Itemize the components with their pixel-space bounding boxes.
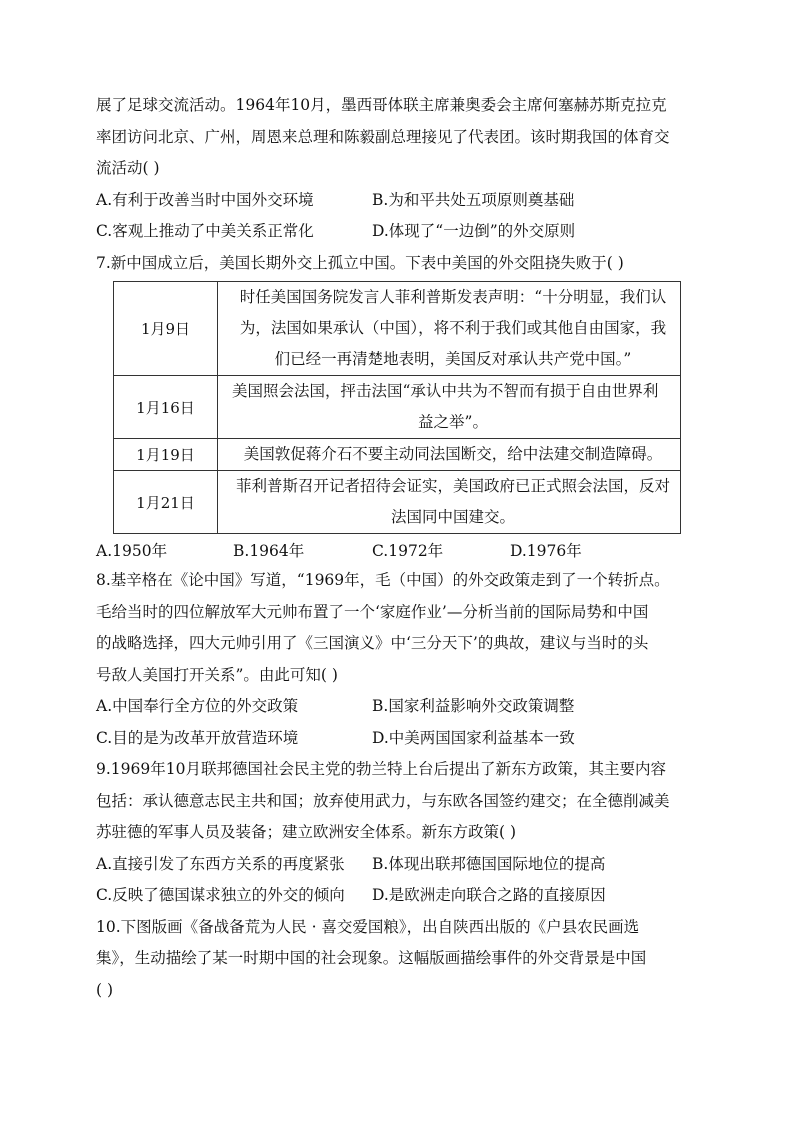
option-b[interactable]: B.为和平共处五项原则奠基础 (372, 190, 575, 209)
question-text-line: 展了足球交流活动。1964年10月，墨西哥体联主席兼奥委会主席何塞赫苏斯克拉克 (96, 96, 667, 114)
option-d[interactable]: D.1976年 (510, 542, 582, 560)
question-text-line: 率团访问北京、广州，周恩来总理和陈毅副总理接见了代表团。该时期我国的体育交 (96, 127, 670, 146)
table-date-cell: 1月9日 (114, 282, 218, 376)
option-a[interactable]: A.中国奉行全方位的外交政策 (96, 697, 299, 715)
options-row (96, 880, 700, 912)
table-desc-line: 法国同中国建交。 (390, 508, 515, 526)
table-desc-cell (218, 439, 681, 471)
question-text-line: 的战略选择，四大元帅引用了《三国演义》中‘三分天下’的典故，建议与当时的头 (96, 634, 649, 652)
table-desc-cell (218, 376, 681, 439)
question-text-line: 10.下图版画《备战备荒为人民 · 喜交爱国粮》，出自陕西出版的《户县农民画选 (96, 917, 640, 936)
table-row (114, 439, 681, 471)
options-row (96, 849, 700, 881)
question-text-line: 9.1969年10月联邦德国社会民主党的勃兰特上台后提出了新东方政策，其主要内容 (96, 760, 666, 778)
question-text-line: ( ) (96, 980, 114, 999)
question-10 (96, 912, 700, 1007)
option-b[interactable]: B.国家利益影响外交政策调整 (372, 697, 575, 715)
option-a[interactable]: A.1950年 (96, 542, 168, 560)
options-row (96, 216, 700, 248)
table-desc-line: 时任美国国务院发言人菲利普斯发表声明：“十分明显，我们认 (239, 288, 667, 306)
table-desc-line: 美国敦促蒋介石不要主动同法国断交，给中法建交制造障碍。 (243, 445, 663, 463)
option-c[interactable]: C.客观上推动了中美关系正常化 (96, 222, 314, 240)
option-c[interactable]: C.1972年 (372, 542, 444, 560)
table-desc-line: 益之举”。 (418, 413, 488, 431)
options-row (96, 723, 700, 755)
question-7 (96, 248, 700, 566)
option-d[interactable]: D.是欧洲走向联合之路的直接原因 (372, 886, 606, 904)
question-8 (96, 565, 700, 754)
question-9 (96, 754, 700, 912)
us-diplomacy-table (113, 281, 681, 534)
table-desc-line: 美国照会法国，抨击法国“承认中共为不智而有损于自由世界利 (232, 382, 659, 400)
question-stem: 7.新中国成立后，美国长期外交上孤立中国。下表中美国的外交阻挠失败于( ) (96, 253, 624, 272)
table-desc-line: 菲利普斯召开记者招待会证实，美国政府已正式照会法国，反对 (235, 477, 670, 495)
table-desc-line: 们已经一再清楚地表明，美国反对承认共产党中国。” (274, 350, 632, 368)
table-date-cell: 1月19日 (114, 439, 218, 471)
table-desc-line: 为，法国如果承认（中国），将不利于我们或其他自由国家，我 (239, 319, 667, 337)
table-date-cell: 1月16日 (114, 376, 218, 439)
question-text-line: 毛给当时的四位解放军大元帅布置了一个‘家庭作业’—分析当前的国际局势和中国 (96, 602, 649, 621)
option-a[interactable]: A.有利于改善当时中国外交环境 (96, 190, 314, 209)
option-b[interactable]: B.体现出联邦德国国际地位的提高 (372, 854, 606, 873)
option-a[interactable]: A.直接引发了东西方关系的再度紧张 (96, 854, 345, 873)
table-date-cell: 1月21日 (114, 471, 218, 534)
table-row (114, 282, 681, 376)
option-d[interactable]: D.中美两国国家利益基本一致 (372, 728, 575, 747)
question-text-line: 苏驻德的军事人员及装备；建立欧洲安全体系。新东方政策( ) (96, 823, 517, 841)
question-text-line: 号敌人美国打开关系”。由此可知( ) (96, 665, 338, 684)
option-c[interactable]: C.目的是为改革开放营造环境 (96, 728, 299, 747)
option-c[interactable]: C.反映了德国谋求独立的外交的倾向 (96, 886, 345, 904)
table-row (114, 471, 681, 534)
option-b[interactable]: B.1964年 (233, 542, 305, 560)
question-text-line: 8.基辛格在《论中国》写道，“1969年，毛（中国）的外交政策走到了一个转折点。 (96, 571, 670, 589)
options-row (96, 691, 700, 723)
question-text-line: 流活动( ) (96, 159, 160, 177)
table-desc-cell (218, 282, 681, 376)
options-row (96, 538, 700, 565)
table-row (114, 376, 681, 439)
options-row (96, 185, 700, 217)
question-text-line: 包括：承认德意志民主共和国；放弃使用武力，与东欧各国签约建交；在全德削减美 (96, 791, 670, 810)
option-d[interactable]: D.体现了“一边倒”的外交原则 (372, 222, 576, 240)
table-desc-cell (218, 471, 681, 534)
exam-page (96, 90, 700, 1006)
question-text-line: 集》，生动描绘了某一时期中国的社会现象。这幅版画描绘事件的外交背景是中国 (96, 949, 647, 967)
question-6-continued (96, 90, 700, 248)
